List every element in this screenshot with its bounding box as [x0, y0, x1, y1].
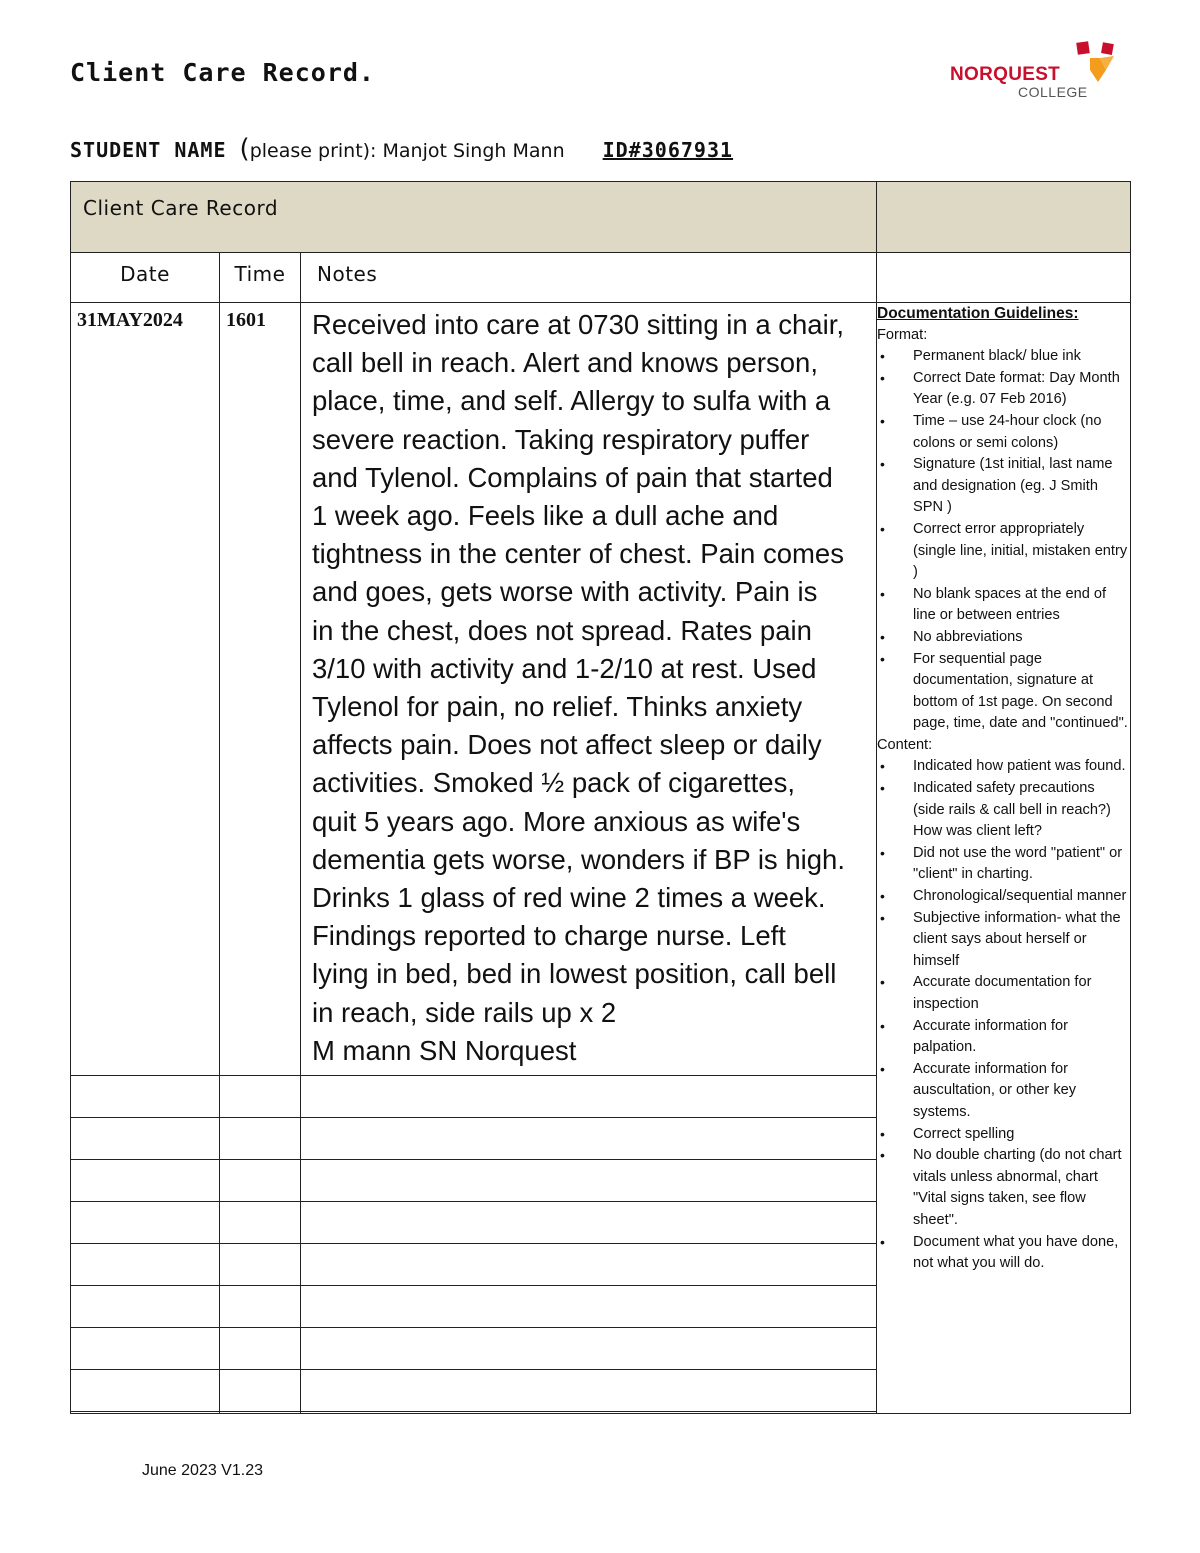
guideline-item: • For sequential page documentation, signature at bottom of 1st page. On second page, time, date and "continued". — [877, 649, 1130, 735]
empty-date-cell — [71, 1160, 220, 1202]
header-notes: Notes — [301, 253, 877, 303]
note-line: and Tylenol. Complains of pain that started — [312, 461, 833, 493]
entry-notes — [301, 303, 877, 1076]
empty-date-cell — [71, 1202, 220, 1244]
version-footer: June 2023 V1.23 — [142, 1462, 263, 1479]
empty-time-cell — [220, 1160, 301, 1202]
guideline-item: • No blank spaces at the end of line or between entries — [877, 584, 1130, 627]
guideline-item: • No abbreviations — [877, 627, 1130, 649]
guideline-item: • Accurate information for palpation. — [877, 1016, 1130, 1059]
guidelines-content-list — [877, 756, 1130, 1274]
note-line: severe reaction. Taking respiratory puffer — [312, 423, 810, 455]
norquest-logo-mark-icon — [1076, 40, 1120, 84]
guideline-item: • Did not use the word "patient" or "client" in charting. — [877, 843, 1130, 886]
empty-notes-cell — [301, 1118, 877, 1160]
note-line: dementia gets worse, wonders if BP is high. — [312, 843, 845, 875]
guideline-item: • Subjective information- what the client says about herself or himself — [877, 908, 1130, 973]
entry-time: 1601 — [220, 303, 301, 1076]
guideline-item: • Signature (1st initial, last name and designation (eg. J Smith SPN ) — [877, 454, 1130, 519]
empty-date-cell — [71, 1328, 220, 1370]
empty-time-cell — [220, 1328, 301, 1370]
empty-time-cell — [220, 1286, 301, 1328]
entry-date: 31MAY2024 — [71, 303, 220, 1076]
empty-date-cell — [71, 1118, 220, 1160]
guideline-item: • Correct error appropriately (single line, initial, mistaken entry ) — [877, 519, 1130, 584]
empty-time-cell — [220, 1412, 301, 1414]
note-line: call bell in reach. Alert and knows person, — [312, 347, 818, 379]
guideline-item: • Time – use 24-hour clock (no colons or semi colons) — [877, 411, 1130, 454]
note-line: affects pain. Does not affect sleep or daily — [312, 729, 822, 761]
guideline-item: • Correct spelling — [877, 1124, 1130, 1146]
guidelines-format-list — [877, 346, 1130, 735]
note-line: Received into care at 0730 sitting in a chair, — [312, 309, 844, 340]
header-time: Time — [220, 253, 301, 303]
logo-subtitle: COLLEGE — [1018, 84, 1088, 100]
empty-notes-cell — [301, 1412, 877, 1414]
table-title-blank-cell — [877, 182, 1131, 253]
student-id: ID#3067931 — [602, 138, 734, 162]
empty-time-cell — [220, 1244, 301, 1286]
note-line: quit 5 years ago. More anxious as wife's — [312, 805, 801, 837]
empty-time-cell — [220, 1202, 301, 1244]
note-line: Tylenol for pain, no relief. Thinks anxiety — [312, 691, 803, 723]
empty-time-cell — [220, 1370, 301, 1412]
empty-notes-cell — [301, 1244, 877, 1286]
student-name-label: STUDENT NAME — [70, 138, 240, 162]
note-line: activities. Smoked ½ pack of cigarettes, — [312, 767, 795, 799]
guideline-item: • Permanent black/ blue ink — [877, 346, 1130, 368]
note-line: lying in bed, bed in lowest position, call bell — [312, 958, 837, 990]
document-title: Client Care Record. — [70, 58, 375, 87]
student-name-value: Manjot Singh Mann — [382, 140, 565, 162]
note-line: and goes, gets worse with activity. Pain is — [312, 576, 818, 608]
empty-notes-cell — [301, 1370, 877, 1412]
empty-notes-cell — [301, 1160, 877, 1202]
documentation-guidelines-cell — [877, 303, 1131, 1414]
empty-notes-cell — [301, 1202, 877, 1244]
note-line: in reach, side rails up x 2 — [312, 996, 617, 1028]
note-line: Drinks 1 glass of red wine 2 times a week. — [312, 882, 826, 914]
client-care-record-table — [70, 181, 1131, 1414]
guideline-item: • Accurate information for auscultation, or other key systems. — [877, 1059, 1130, 1124]
documentation-guidelines — [877, 303, 1130, 1275]
norquest-logo — [948, 40, 1120, 102]
guidelines-content-label: Content: — [877, 736, 933, 753]
note-line: place, time, and self. Allergy to sulfa with a — [312, 385, 831, 417]
empty-time-cell — [220, 1076, 301, 1118]
empty-notes-cell — [301, 1076, 877, 1118]
logo-wordmark: NORQUEST — [950, 64, 1061, 85]
empty-date-cell — [71, 1286, 220, 1328]
note-line: 1 week ago. Feels like a dull ache and — [312, 500, 779, 532]
table-title: Client Care Record — [71, 182, 877, 253]
empty-date-cell — [71, 1412, 220, 1414]
empty-date-cell — [71, 1244, 220, 1286]
note-line: 3/10 with activity and 1-2/10 at rest. Used — [312, 652, 817, 684]
guidelines-format-label: Format: — [877, 326, 928, 343]
empty-notes-cell — [301, 1328, 877, 1370]
guideline-item: • Indicated how patient was found. — [877, 756, 1130, 778]
student-name-hint: please print): — [249, 140, 383, 162]
guidelines-title: Documentation Guidelines: — [877, 305, 1079, 322]
guideline-item: • Indicated safety precautions (side rails & call bell in reach?) How was client left? — [877, 778, 1130, 843]
header-date: Date — [71, 253, 220, 303]
note-line: in the chest, does not spread. Rates pain — [312, 614, 812, 646]
empty-time-cell — [220, 1118, 301, 1160]
guideline-item: • Accurate documentation for inspection — [877, 972, 1130, 1015]
note-line: M mann SN Norquest — [312, 1034, 577, 1066]
empty-notes-cell — [301, 1286, 877, 1328]
student-info-line — [70, 134, 733, 164]
guideline-item: • Correct Date format: Day Month Year (e.g. 07 Feb 2016) — [877, 368, 1130, 411]
student-name-paren: ( — [239, 134, 250, 164]
note-line: Findings reported to charge nurse. Left — [312, 920, 786, 952]
table-header-row — [71, 253, 1131, 303]
guideline-item: • Chronological/sequential manner — [877, 886, 1130, 908]
table-title-row — [71, 182, 1131, 253]
empty-date-cell — [71, 1076, 220, 1118]
guideline-item: • Document what you have done, not what you will do. — [877, 1232, 1130, 1275]
header-blank-cell — [877, 253, 1131, 303]
note-line: tightness in the center of chest. Pain comes — [312, 538, 844, 570]
guideline-item: • No double charting (do not chart vitals unless abnormal, chart "Vital signs taken, see flow sheet". — [877, 1145, 1130, 1231]
empty-date-cell — [71, 1370, 220, 1412]
table-row — [71, 303, 1131, 1076]
